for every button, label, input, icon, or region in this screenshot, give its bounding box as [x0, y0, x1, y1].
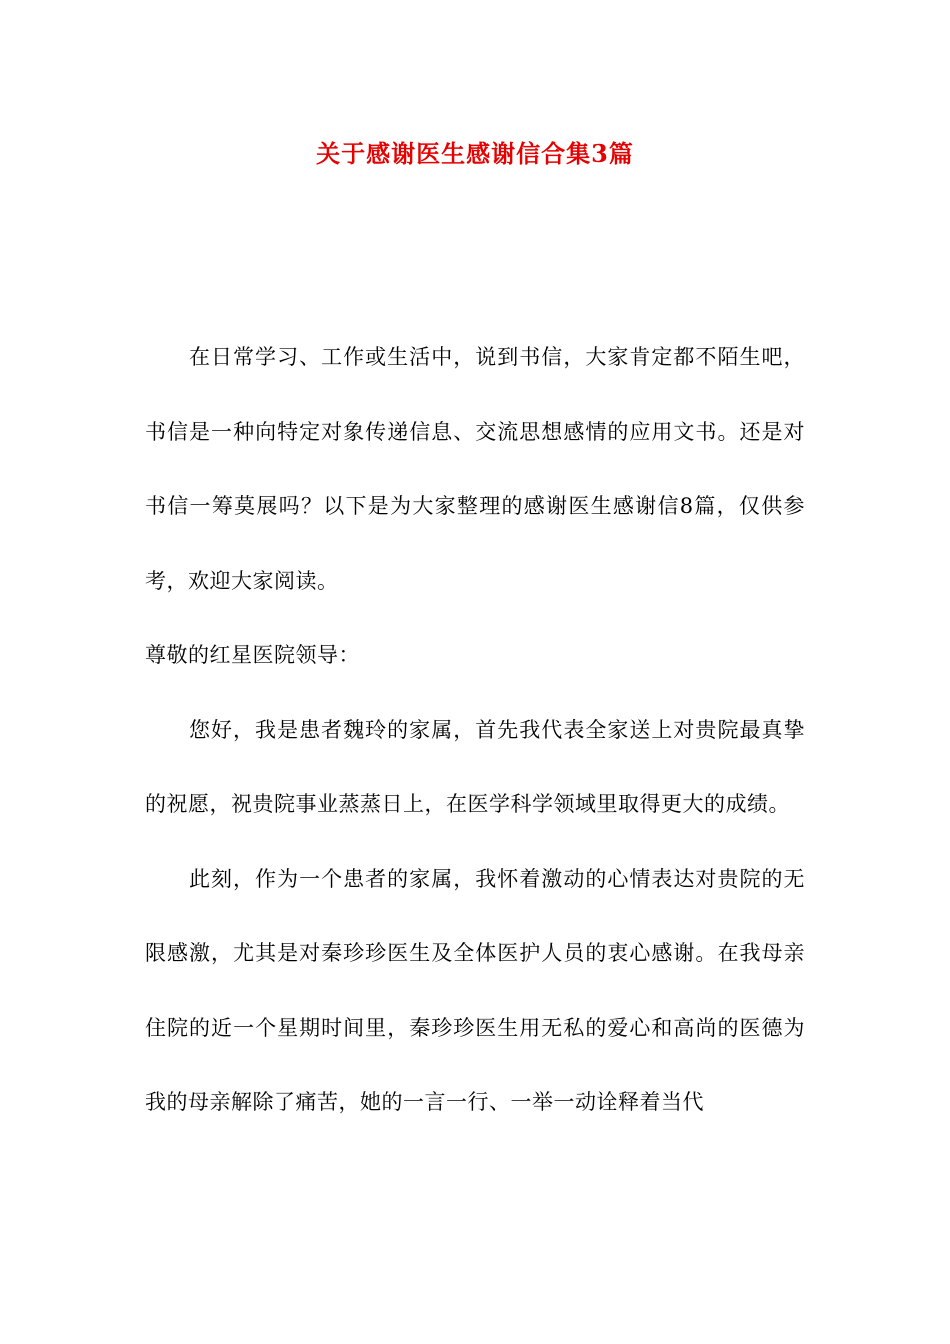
document-body [145, 320, 805, 1140]
document-title: 关于感谢医生感谢信合集3篇 [316, 139, 634, 168]
intro-paragraph: 在日常学习、工作或生活中，说到书信，大家肯定都不陌生吧，书信是一种向特定对象传递信息、交流思想感情的应用文书。还是对书信一筹莫展吗？以下是为大家整理的感谢医生感谢信8篇，仅供参考，欢迎大家阅读。 [145, 345, 805, 593]
gratitude-paragraph: 此刻，作为一个患者的家属，我怀着激动的心情表达对贵院的无限感激，尤其是对秦珍珍医生及全体医护人员的衷心感谢。在我母亲住院的近一个星期时间里，秦珍珍医生用无私的爱心和高尚的医德为我的母亲解除了痛苦，她的一言一行、一举一动诠释着当代 [145, 866, 805, 1114]
salutation: 尊敬的红星医院领导： [145, 643, 360, 667]
greeting-paragraph: 您好，我是患者魏玲的家属，首先我代表全家送上对贵院最真挚的祝愿，祝贵院事业蒸蒸日上，在医学科学领域里取得更大的成绩。 [145, 717, 805, 816]
